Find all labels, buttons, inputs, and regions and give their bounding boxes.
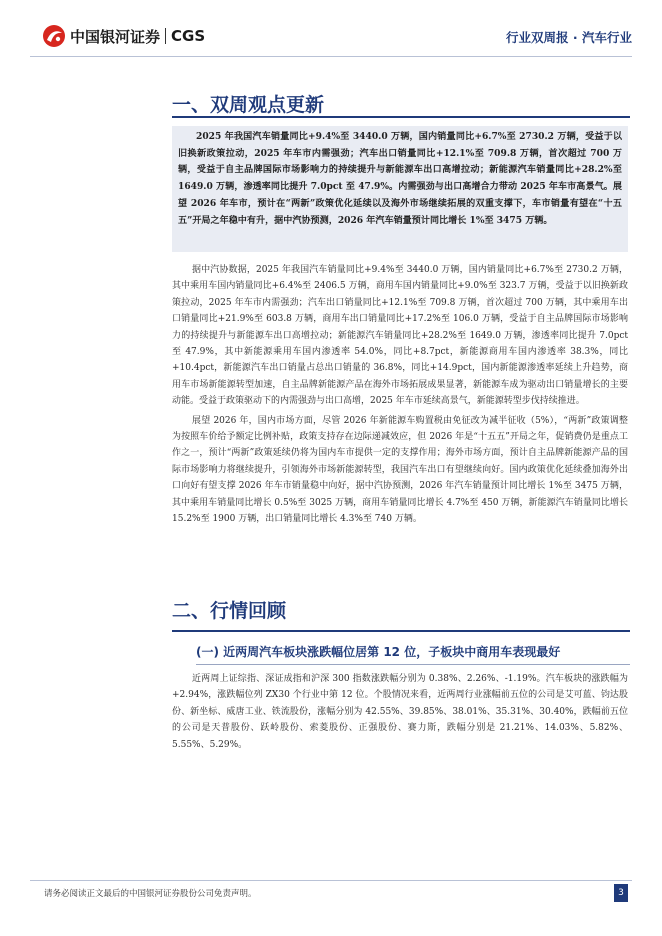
logo-text-cn: 中国银河证券 bbox=[70, 27, 161, 46]
summary-box bbox=[172, 126, 628, 252]
section-rule-1 bbox=[172, 116, 630, 118]
logo-divider bbox=[165, 28, 166, 44]
footer-disclaimer: 请务必阅读正文最后的中国银河证券股份公司免责声明。 bbox=[44, 889, 257, 899]
footer-divider bbox=[30, 880, 632, 881]
section-title-1: 一、双周观点更新 bbox=[172, 94, 325, 116]
section-rule-2 bbox=[172, 630, 630, 632]
subsection-title: (一) 近两周汽车板块涨跌幅位居第 12 位，子板块中商用车表现最好 bbox=[196, 645, 561, 659]
page-header bbox=[0, 0, 662, 60]
summary-text: 2025 年我国汽车销量同比+9.4%至 3440.0 万辆，国内销量同比+6.7%至 2730.2 万辆，受益于以旧换新政策拉动，2025 年车市内需强劲；汽车出口销量同比+12.1%至 709.8 万辆，首次超过 700 万辆，受益于自主品牌国际市场影响力的持续提升与新能源车出口高增拉动；新能源汽车销量同比+28.2%至 1649.0 万辆，渗透率同比提升 7.0pct 至 47.9%。内需强劲与出口高增合力带动 2025 年车市高景气。展望 2026 年车市，预计在“两新”政策优化延续以及海外市场继续拓展的双重支撑下，车市销量有望在“十五五”开局之年稳中有升，据中汽协预测，2026 年汽车销量预计同比增长 1%至 3475 万辆。 bbox=[178, 131, 622, 226]
subsection-rule bbox=[196, 664, 630, 665]
company-logo bbox=[42, 24, 205, 48]
paragraph: 据中汽协数据，2025 年我国汽车销量同比+9.4%至 3440.0 万辆，国内销量同比+6.7%至 2730.2 万辆，其中乘用车国内销量同比+6.4%至 2406.5 万辆，商用车国内销量同比+9.0%至 323.7 万辆，受益于以旧换新政策拉动，2025 年车市内需强劲；汽车出口销量同比+12.1%至 709.8 万辆，首次超过 700 万辆，其中乘用车出口销量同比+21.9%至 603.8 万辆，商用车出口销量同比+17.2%至 106.0 万辆，受益于自主品牌国际市场影响力的持续提升与新能源车出口高增拉动；新能源汽车销量同比+28.2%至 1649.0 万辆，渗透率同比提升 7.0pct 至 47.9%，其中新能源乘用车国内渗透率 54.0%，同比+8.7pct，新能源商用车国内渗透率 38.3%，同比+10.4pct，新能源汽车出口销量占总出口销量的 36.8%，同比+14.9pct，国内新能源渗透率延续上升趋势，商用车市场新能源转型加速，自主品牌新能源产品在海外市场拓展成果显著，新能源车成为驱动出口销量增长的主要动能。受益于政策驱动下的内需强劲与出口高增，2025 年车市延续高景气，新能源转型步伐持续推进。 bbox=[172, 265, 628, 407]
header-divider bbox=[30, 56, 632, 57]
logo-text-en: CGS bbox=[171, 27, 206, 45]
paragraph: 近两周上证综指、深证成指和沪深 300 指数涨跌幅分别为 0.38%、2.26%、-1.19%。汽车板块的涨跌幅为+2.94%，涨跌幅位列 ZX30 个行业中第 12 位。个股情况来看，近两周行业涨幅前五位的公司是艾可蓝、钧达股份、新坐标、威唐工业、铁流股份，涨幅分别为 42.55%、39.85%、38.01%、35.31%、30.40%，跌幅前五位的公司是天普股份、跃岭股份、索菱股份、正强股份、赛力斯，跌幅分别是 21.21%、14.03%、5.82%、5.55%、5.29%。 bbox=[172, 674, 628, 750]
section1-body bbox=[172, 262, 628, 528]
cgs-logo-mark-icon bbox=[42, 24, 66, 48]
report-type: 行业双周报 · 汽车行业 bbox=[506, 30, 632, 45]
section2-body bbox=[172, 671, 628, 753]
paragraph: 展望 2026 年，国内市场方面，尽管 2026 年新能源车购置税由免征改为减半征收（5%），“两新”政策调整为按照车价给予额定比例补贴，政策支持存在边际递减效应，但 2026 年是“十五五”开局之年，促销费仍是重点工作之一，预计“两新”政策延续仍将为国内车市提供一定的支撑作用；海外市场方面，预计自主品牌新能源产品的国际市场影响力将继续提升，引领海外市场新能源转型，我国汽车出口有望继续向好。国内政策优化延续叠加海外出口向好有望支撑 2026 年车市销量稳中向好，据中汽协预测，2026 年汽车销量预计同比增长 1%至 3475 万辆，其中乘用车销量同比增长 0.5%至 3025 万辆，商用车销量同比增长 4.7%至 450 万辆，新能源汽车销量同比增长 15.2%至 1900 万辆，出口销量同比增长 4.3%至 740 万辆。 bbox=[172, 415, 628, 525]
page-number: 3 bbox=[614, 884, 628, 902]
section-title-2: 二、行情回顾 bbox=[172, 600, 287, 622]
